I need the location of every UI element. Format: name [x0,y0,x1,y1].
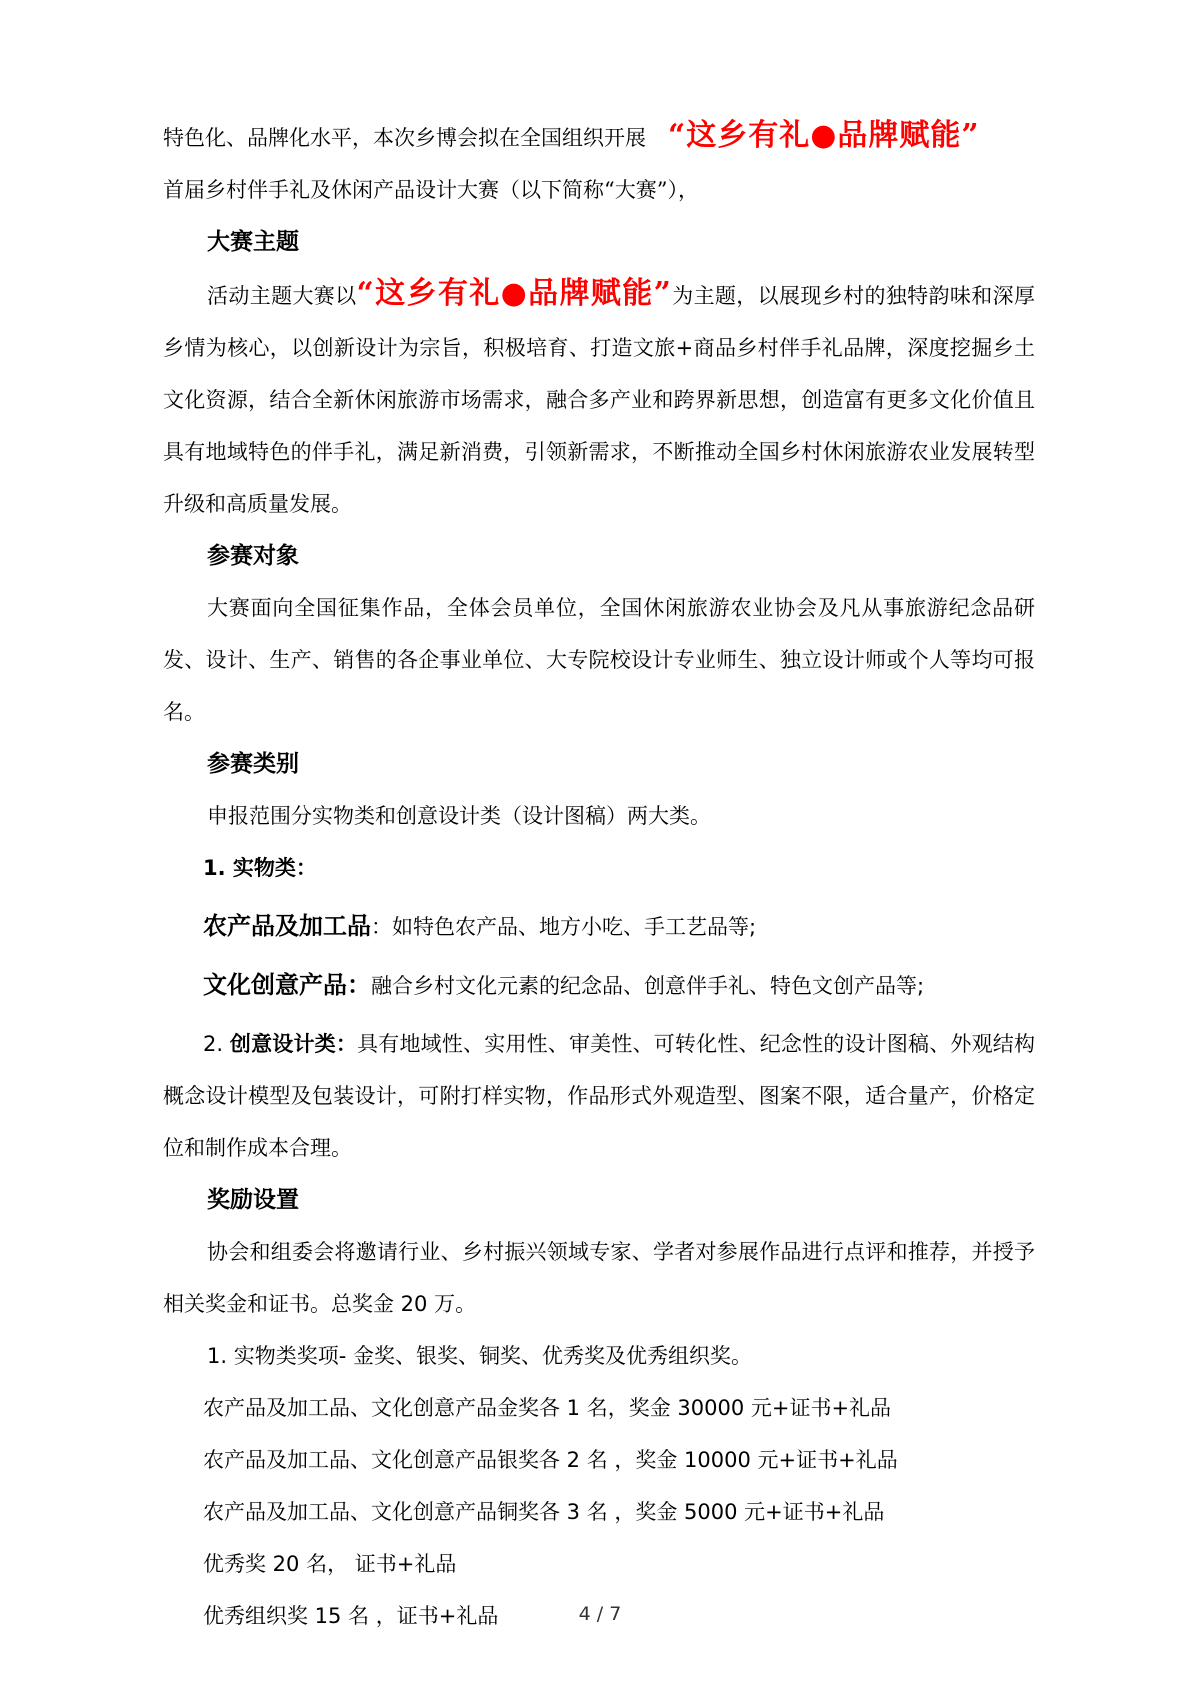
categories-intro: 申报范围分实物类和创意设计类（设计图稿）两大类。 [207,804,711,828]
section-heading-categories: 参赛类别 [207,751,299,777]
theme-para-suffix: 为主题，以展现乡村的独特韵味和深厚乡情为核心，以创新设计为宗旨，积极培育、打造文旅+商品乡村伴手礼品牌，深度挖掘乡土文化资源，结合全新休闲旅游市场需求，融合多产业和跨界新思想，创造富有更多文化价值且具有地域特色的伴手礼，满足新消费，引领新需求，不断推动全国乡村休闲旅游农业发展转型升级和高质量发展。 [163,284,1035,516]
awards-paragraph: 协会和组委会将邀请行业、乡村振兴领域专家、学者对参展作品进行点评和推荐，并授予相关奖金和证书。总奖金 20 万。 [163,1240,1035,1316]
section-heading-theme: 大赛主题 [207,229,299,255]
category-sub-1-text: ：如特色农产品、地方小吃、手工艺品等; [371,915,757,939]
brand-slogan-red: “这乡有礼●品牌赋能” [668,118,980,153]
category-sub-1 [163,900,1035,953]
participants-paragraph: 大赛面向全国征集作品，全体会员单位，全国休闲旅游农业协会及凡从事旅游纪念品研发、设计、生产、销售的各企事业单位、大专院校设计专业师生、独立设计师或个人等均可报名。 [163,596,1035,724]
award-line-bronze: 农产品及加工品、文化创意产品铜奖各 3 名 ，奖金 5000 元+证书+礼品 [203,1500,885,1524]
intro-line-2: 首届乡村伴手礼及休闲产品设计大赛（以下简称“大赛”）， [163,178,699,202]
category-item-1: 1. 实物类： [203,856,317,880]
category-sub-2 [163,959,1035,1012]
theme-paragraph [163,268,1035,530]
category-sub-2-text: 融合乡村文化元素的纪念品、创意伴手礼、特色文创产品等; [371,974,925,998]
award-line-gold: 农产品及加工品、文化创意产品金奖各 1 名，奖金 30000 元+证书+礼品 [203,1396,892,1420]
award-line-excellence: 优秀奖 20 名， 证书+礼品 [203,1552,457,1576]
award-line-organization: 优秀组织奖 15 名 ，证书+礼品 [203,1604,499,1628]
category-item-2-number: 2. [203,1032,230,1056]
awards-item-1: 1. 实物类奖项- 金奖、银奖、铜奖、优秀奖及优秀组织奖。 [207,1344,752,1368]
category-sub-1-label: 农产品及加工品 [203,912,371,940]
section-heading-awards: 奖励设置 [207,1187,299,1213]
category-item-2-label: 创意设计类： [229,1032,358,1056]
category-item-2-text: 具有地域性、实用性、审美性、可转化性、纪念性的设计图稿、外观结构概念设计模型及包装设计，可附打样实物，作品形式外观造型、图案不限，适合量产，价格定位和制作成本合理。 [163,1032,1035,1160]
theme-slogan-red: “这乡有礼●品牌赋能” [356,276,672,311]
theme-para-prefix: 活动主题大赛以 [207,284,357,308]
category-sub-2-label: 文化创意产品： [203,971,371,999]
award-line-silver: 农产品及加工品、文化创意产品银奖各 2 名 ，奖金 10000 元+证书+礼品 [203,1448,898,1472]
intro-line-1 [163,110,1035,164]
section-heading-participants: 参赛对象 [207,543,299,569]
category-item-2 [163,1018,1035,1174]
page-number: 4 / 7 [578,1603,622,1625]
intro-line-1-text: 特色化、品牌化水平，本次乡博会拟在全国组织开展 [163,126,646,150]
